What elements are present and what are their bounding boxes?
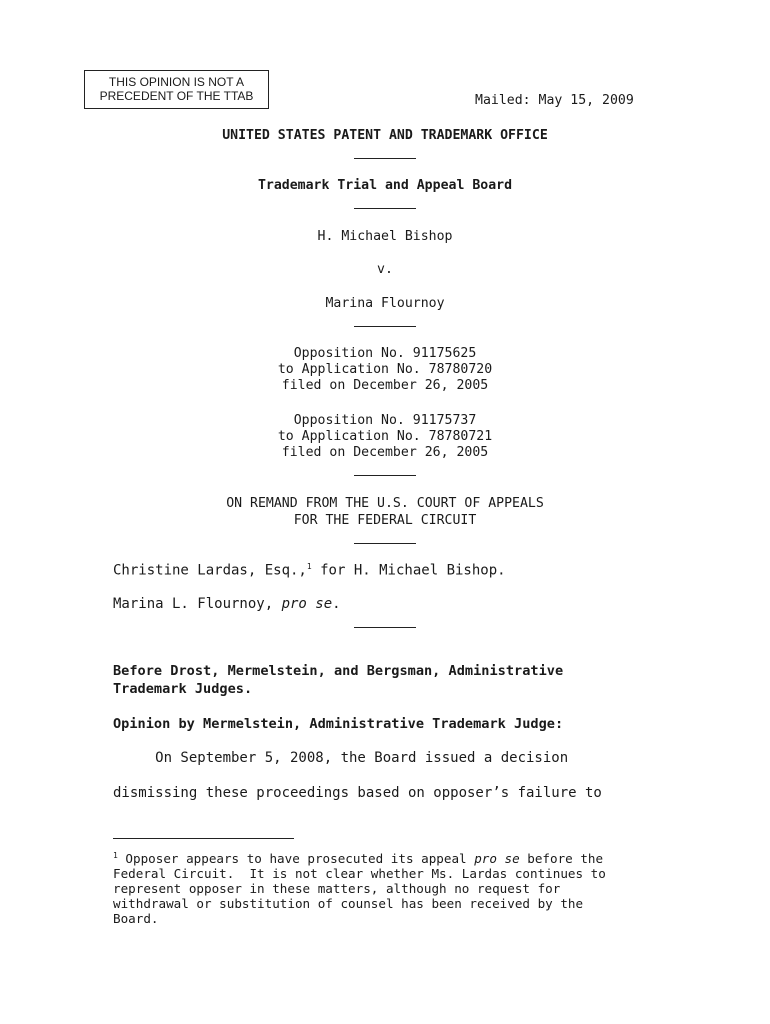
notice-line-1: THIS OPINION IS NOT A xyxy=(108,75,245,89)
pro-se: pro se xyxy=(281,596,333,612)
proceeding-2-filed: filed on December 26, 2005 xyxy=(281,445,489,460)
proceeding-2-opposition: Opposition No. 91175737 xyxy=(293,413,477,428)
applicant-counsel-name: Marina L. Flournoy, xyxy=(113,596,282,612)
remand-line-2: FOR THE FEDERAL CIRCUIT xyxy=(293,513,477,528)
applicant-name: Marina Flournoy xyxy=(325,296,445,311)
precedent-notice-box xyxy=(84,70,269,109)
divider xyxy=(354,208,416,209)
footnote-line-4: withdrawal or substitution of counsel has been received by the xyxy=(113,896,584,912)
opposer-counsel xyxy=(113,562,506,579)
proceeding-1-opposition: Opposition No. 91175625 xyxy=(293,346,477,361)
divider xyxy=(354,627,416,628)
remand-line-1: ON REMAND FROM THE U.S. COURT OF APPEALS xyxy=(226,496,544,511)
footnote-text-a: Opposer appears to have prosecuted its appeal xyxy=(117,851,475,867)
notice-line-2: PRECEDENT OF THE TTAB xyxy=(99,89,254,103)
opposer-name: H. Michael Bishop xyxy=(317,229,453,244)
counsel-for: for H. Michael Bishop. xyxy=(311,562,506,579)
divider xyxy=(354,475,416,476)
proceeding-1-filed: filed on December 26, 2005 xyxy=(281,378,489,393)
footnote-line-3: represent opposer in these matters, although no request for xyxy=(113,881,561,897)
office-heading: UNITED STATES PATENT AND TRADEMARK OFFICE xyxy=(222,128,548,143)
proceeding-2-application: to Application No. 78780721 xyxy=(277,429,493,444)
divider xyxy=(354,543,416,544)
footnote-divider xyxy=(113,838,294,839)
mailed-date: Mailed: May 15, 2009 xyxy=(475,93,634,108)
divider xyxy=(354,326,416,327)
panel-line-1: Before Drost, Mermelstein, and Bergsman, Administrative xyxy=(113,663,564,679)
footnote-line-2: Federal Circuit. It is not clear whether Ms. Lardas continues to xyxy=(113,866,606,882)
divider xyxy=(354,158,416,159)
footnote-text-c: before the xyxy=(519,851,604,867)
footnote-pro-se: pro se xyxy=(474,851,520,867)
applicant-counsel xyxy=(113,596,341,612)
footnote-number: 1 xyxy=(113,851,118,860)
versus: v. xyxy=(377,262,393,277)
footnote-ref[interactable]: 1 xyxy=(306,562,312,571)
body-line-2: dismissing these proceedings based on opposer’s failure to xyxy=(113,785,602,801)
board-heading: Trademark Trial and Appeal Board xyxy=(257,178,513,193)
footnote-line-5: Board. xyxy=(113,911,159,927)
opinion-by: Opinion by Mermelstein, Administrative Trademark Judge: xyxy=(113,716,564,732)
panel-line-2: Trademark Judges. xyxy=(113,681,253,697)
body-line-1: On September 5, 2008, the Board issued a decision xyxy=(113,750,569,766)
proceeding-1-application: to Application No. 78780720 xyxy=(277,362,493,377)
footnote xyxy=(113,848,673,926)
footnote-line-1 xyxy=(113,848,673,866)
counsel-name: Christine Lardas, Esq., xyxy=(113,562,307,579)
applicant-counsel-end: . xyxy=(332,596,341,612)
